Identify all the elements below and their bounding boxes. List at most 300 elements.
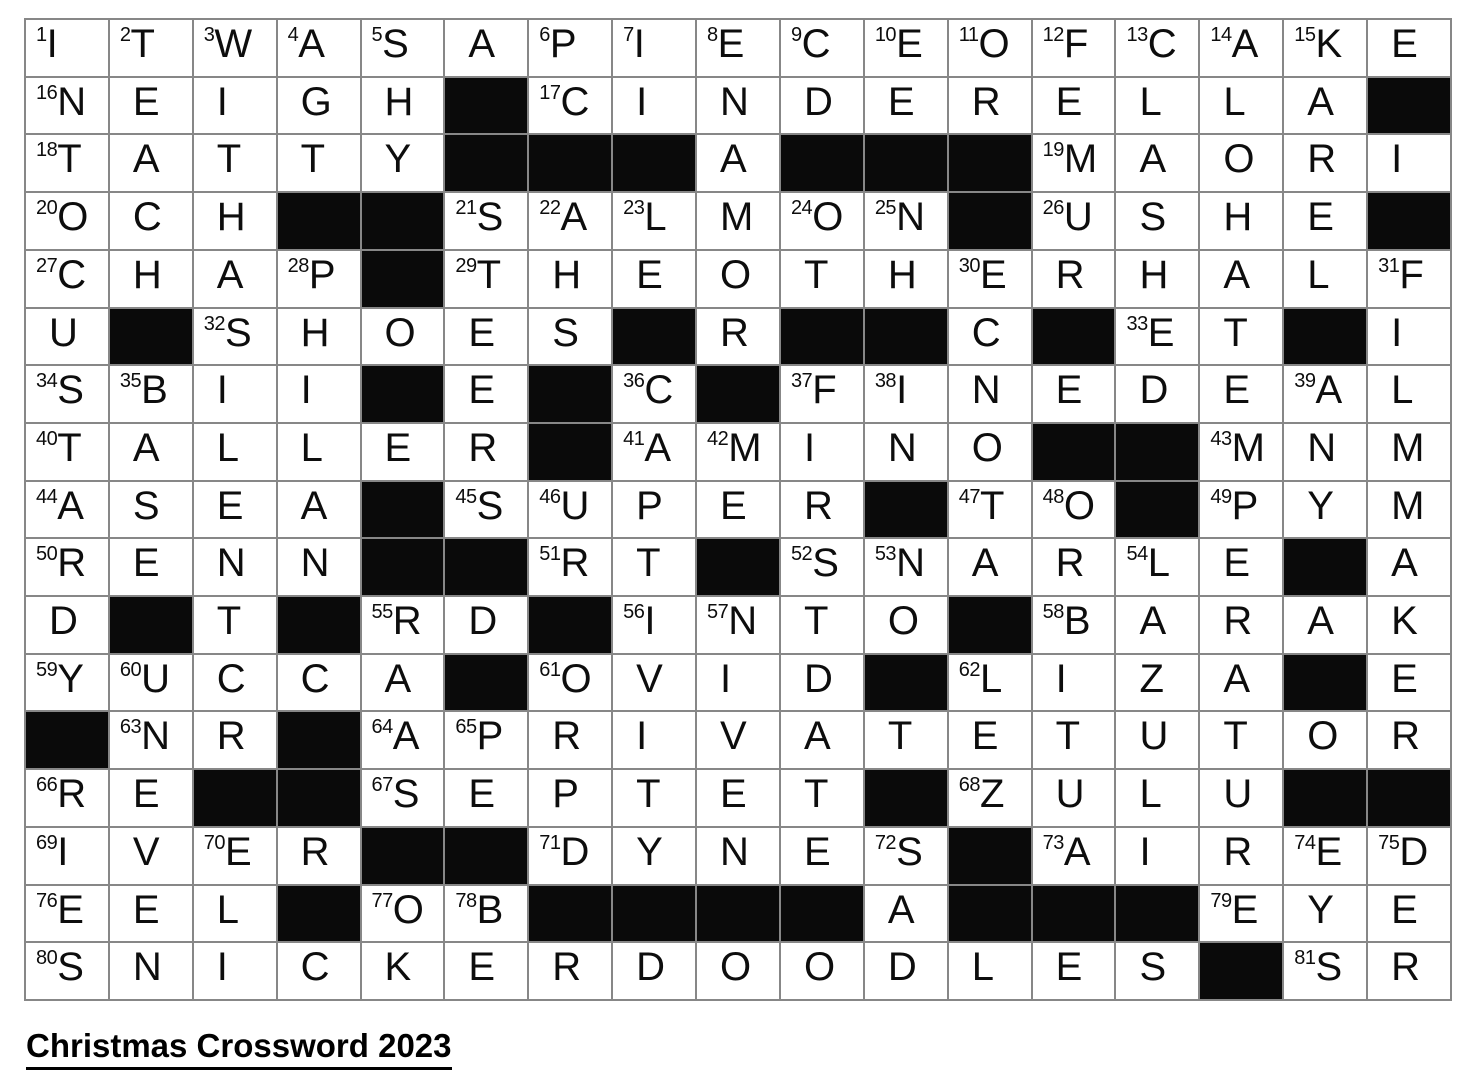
grid-cell[interactable]	[194, 366, 276, 422]
grid-cell[interactable]	[613, 78, 695, 134]
grid-cell[interactable]	[613, 366, 695, 422]
grid-cell[interactable]	[445, 482, 527, 538]
grid-cell[interactable]	[1116, 943, 1198, 999]
grid-cell[interactable]	[1116, 193, 1198, 249]
grid-cell[interactable]	[865, 943, 947, 999]
grid-cell[interactable]	[278, 135, 360, 191]
grid-cell[interactable]	[194, 597, 276, 653]
grid-cell[interactable]	[865, 597, 947, 653]
grid-cell[interactable]	[529, 20, 611, 76]
cell-letter: T	[887, 714, 913, 759]
grid-cell[interactable]	[110, 135, 192, 191]
grid-cell[interactable]	[110, 366, 192, 422]
grid-cell[interactable]	[26, 943, 108, 999]
grid-cell[interactable]	[865, 424, 947, 480]
grid-cell[interactable]	[949, 20, 1031, 76]
grid-cell[interactable]	[278, 424, 360, 480]
grid-cell[interactable]	[26, 135, 108, 191]
grid-cell[interactable]	[1200, 886, 1282, 942]
grid-cell[interactable]	[194, 655, 276, 711]
grid-cell[interactable]	[1284, 828, 1366, 884]
grid-cell[interactable]	[1368, 482, 1450, 538]
grid-cell[interactable]	[1033, 943, 1115, 999]
grid-cell[interactable]	[529, 78, 611, 134]
clue-number: 68	[958, 774, 980, 797]
cell-letter: Z	[979, 772, 1005, 817]
grid-cell[interactable]	[1200, 366, 1282, 422]
grid-cell[interactable]	[26, 366, 108, 422]
clue-number: 73	[1042, 831, 1064, 854]
cell-letter: G	[300, 79, 332, 124]
grid-cell[interactable]	[949, 482, 1031, 538]
grid-cell[interactable]	[949, 424, 1031, 480]
grid-cell[interactable]	[1368, 309, 1450, 365]
grid-cell[interactable]	[865, 251, 947, 307]
clue-number: 23	[623, 197, 645, 220]
cell-letter: L	[979, 656, 1003, 701]
cell-letter: L	[1147, 541, 1170, 586]
grid-cell[interactable]	[26, 251, 108, 307]
grid-cell[interactable]	[613, 655, 695, 711]
grid-cell[interactable]	[697, 655, 779, 711]
grid-cell[interactable]	[1200, 135, 1282, 191]
grid-cell[interactable]	[1116, 78, 1198, 134]
grid-cell[interactable]	[110, 251, 192, 307]
grid-cell[interactable]	[781, 251, 863, 307]
grid-cell[interactable]	[781, 482, 863, 538]
grid-cell[interactable]	[1284, 251, 1366, 307]
cell-letter: R	[1391, 714, 1420, 759]
cell-letter: R	[552, 714, 582, 759]
grid-cell[interactable]	[362, 424, 444, 480]
grid-cell[interactable]	[1284, 482, 1366, 538]
grid-cell[interactable]	[194, 20, 276, 76]
grid-cell[interactable]	[697, 482, 779, 538]
grid-cell[interactable]	[362, 886, 444, 942]
grid-cell[interactable]	[110, 539, 192, 595]
grid-cell[interactable]	[278, 539, 360, 595]
grid-cell[interactable]	[613, 828, 695, 884]
grid-cell[interactable]	[1200, 78, 1282, 134]
black-cell	[1284, 539, 1366, 595]
grid-cell[interactable]	[1116, 251, 1198, 307]
clue-number: 44	[36, 485, 58, 508]
grid-cell[interactable]	[865, 20, 947, 76]
grid-cell[interactable]	[194, 251, 276, 307]
grid-cell[interactable]	[110, 770, 192, 826]
grid-cell[interactable]	[1033, 655, 1115, 711]
grid-cell[interactable]	[781, 424, 863, 480]
grid-cell[interactable]	[1116, 712, 1198, 768]
grid-cell[interactable]	[1368, 424, 1450, 480]
grid-cell[interactable]	[26, 193, 108, 249]
cell-letter: H	[552, 252, 582, 297]
grid-cell[interactable]	[26, 886, 108, 942]
grid-cell[interactable]	[194, 943, 276, 999]
grid-cell[interactable]	[865, 366, 947, 422]
cell-letter: L	[216, 887, 239, 932]
grid-cell[interactable]	[445, 597, 527, 653]
cell-letter: O	[1063, 483, 1095, 528]
grid-cell[interactable]	[26, 655, 108, 711]
grid-cell[interactable]	[445, 366, 527, 422]
clue-number: 50	[36, 543, 58, 566]
grid-cell[interactable]	[445, 424, 527, 480]
clue-number: 49	[1210, 485, 1232, 508]
grid-cell[interactable]	[194, 828, 276, 884]
black-cell	[445, 828, 527, 884]
grid-cell[interactable]	[26, 20, 108, 76]
grid-cell[interactable]	[445, 712, 527, 768]
cell-letter: I	[57, 829, 69, 874]
black-cell	[194, 770, 276, 826]
grid-cell[interactable]	[362, 309, 444, 365]
grid-cell[interactable]	[194, 135, 276, 191]
grid-cell[interactable]	[697, 712, 779, 768]
black-cell	[362, 482, 444, 538]
grid-cell[interactable]	[697, 135, 779, 191]
grid-cell[interactable]	[194, 886, 276, 942]
grid-cell[interactable]	[1200, 597, 1282, 653]
grid-cell[interactable]	[1116, 309, 1198, 365]
grid-cell[interactable]	[1033, 251, 1115, 307]
grid-cell[interactable]	[110, 193, 192, 249]
grid-cell[interactable]	[781, 828, 863, 884]
grid-cell[interactable]	[1368, 943, 1450, 999]
grid-cell[interactable]	[278, 828, 360, 884]
grid-cell[interactable]	[949, 251, 1031, 307]
grid-cell[interactable]	[1368, 828, 1450, 884]
grid-cell[interactable]	[1033, 78, 1115, 134]
grid-cell[interactable]	[1200, 828, 1282, 884]
grid-cell[interactable]	[1116, 366, 1198, 422]
grid-cell[interactable]	[781, 655, 863, 711]
grid-cell[interactable]	[1368, 539, 1450, 595]
clue-number: 48	[1042, 485, 1064, 508]
cell-letter: O	[392, 887, 424, 932]
grid-cell[interactable]	[949, 309, 1031, 365]
grid-cell[interactable]	[194, 309, 276, 365]
grid-cell[interactable]	[1284, 193, 1366, 249]
grid-cell[interactable]	[194, 193, 276, 249]
grid-cell[interactable]	[110, 424, 192, 480]
grid-cell[interactable]	[1284, 20, 1366, 76]
cell-letter: C	[971, 310, 1001, 355]
grid-cell[interactable]	[1200, 712, 1282, 768]
grid-cell[interactable]	[697, 828, 779, 884]
grid-cell[interactable]	[529, 309, 611, 365]
grid-cell[interactable]	[1368, 655, 1450, 711]
grid-cell[interactable]	[362, 770, 444, 826]
grid-cell[interactable]	[1033, 482, 1115, 538]
cell-letter: U	[49, 310, 78, 355]
grid-cell[interactable]	[1368, 251, 1450, 307]
grid-cell[interactable]	[697, 78, 779, 134]
grid-cell[interactable]	[110, 828, 192, 884]
clue-number: 8	[707, 24, 718, 46]
grid-cell[interactable]	[110, 712, 192, 768]
black-cell	[865, 309, 947, 365]
grid-cell[interactable]	[781, 20, 863, 76]
grid-cell[interactable]	[865, 712, 947, 768]
grid-cell[interactable]	[697, 424, 779, 480]
grid-cell[interactable]	[194, 712, 276, 768]
grid-cell[interactable]	[1284, 424, 1366, 480]
grid-cell[interactable]	[445, 251, 527, 307]
cell-letter: E	[225, 829, 252, 874]
grid-cell[interactable]	[1284, 135, 1366, 191]
grid-cell[interactable]	[1200, 539, 1282, 595]
cell-letter: O	[57, 195, 89, 240]
cell-letter: O	[887, 599, 919, 644]
grid-cell[interactable]	[865, 193, 947, 249]
grid-cell[interactable]	[613, 251, 695, 307]
grid-cell[interactable]	[1033, 135, 1115, 191]
grid-cell[interactable]	[1033, 539, 1115, 595]
grid-cell[interactable]	[1033, 712, 1115, 768]
puzzle-title: Christmas Crossword 2023	[26, 1028, 452, 1070]
grid-cell[interactable]	[1116, 770, 1198, 826]
grid-cell[interactable]	[362, 135, 444, 191]
grid-cell[interactable]	[1033, 597, 1115, 653]
grid-cell[interactable]	[1116, 655, 1198, 711]
grid-cell[interactable]	[26, 78, 108, 134]
cell-letter: E	[1147, 310, 1175, 355]
grid-cell[interactable]	[1200, 309, 1282, 365]
grid-cell[interactable]	[362, 78, 444, 134]
grid-cell[interactable]	[529, 539, 611, 595]
grid-cell[interactable]	[949, 770, 1031, 826]
grid-cell[interactable]	[110, 655, 192, 711]
grid-cell[interactable]	[278, 366, 360, 422]
grid-cell[interactable]	[949, 78, 1031, 134]
grid-cell[interactable]	[26, 770, 108, 826]
cell-letter: D	[49, 599, 78, 644]
grid-cell[interactable]	[1116, 539, 1198, 595]
cell-letter: N	[1307, 425, 1337, 470]
grid-cell[interactable]	[278, 943, 360, 999]
grid-cell[interactable]	[278, 20, 360, 76]
grid-cell[interactable]	[613, 770, 695, 826]
black-cell	[949, 597, 1031, 653]
grid-cell[interactable]	[529, 828, 611, 884]
cell-letter: Y	[57, 656, 84, 701]
grid-cell[interactable]	[1284, 597, 1366, 653]
grid-cell[interactable]	[194, 482, 276, 538]
grid-cell[interactable]	[1284, 712, 1366, 768]
clue-number: 4	[287, 24, 299, 46]
grid-cell[interactable]	[110, 943, 192, 999]
grid-cell[interactable]	[1033, 20, 1115, 76]
cell-letter: A	[720, 137, 747, 182]
cell-letter: H	[384, 79, 414, 124]
grid-cell[interactable]	[697, 770, 779, 826]
grid-cell[interactable]	[1033, 193, 1115, 249]
grid-cell[interactable]	[26, 539, 108, 595]
grid-cell[interactable]	[613, 943, 695, 999]
clue-number: 25	[874, 197, 897, 220]
grid-cell[interactable]	[278, 655, 360, 711]
grid-cell[interactable]	[278, 251, 360, 307]
cell-letter: H	[300, 310, 330, 355]
grid-cell[interactable]	[781, 943, 863, 999]
grid-cell[interactable]	[781, 193, 863, 249]
cell-letter: N	[57, 79, 87, 124]
cell-letter: T	[979, 483, 1005, 528]
grid-cell[interactable]	[697, 251, 779, 307]
grid-cell[interactable]	[110, 78, 192, 134]
grid-cell[interactable]	[781, 78, 863, 134]
grid-cell[interactable]	[613, 20, 695, 76]
grid-cell[interactable]	[529, 712, 611, 768]
cell-letter: I	[1055, 656, 1067, 701]
grid-cell[interactable]	[781, 597, 863, 653]
cell-letter: E	[1055, 945, 1083, 990]
grid-cell[interactable]	[110, 20, 192, 76]
grid-cell[interactable]	[362, 943, 444, 999]
grid-cell[interactable]	[1033, 828, 1115, 884]
grid-cell[interactable]	[529, 655, 611, 711]
grid-cell[interactable]	[1116, 20, 1198, 76]
grid-cell[interactable]	[26, 828, 108, 884]
grid-cell[interactable]	[194, 78, 276, 134]
cell-letter: A	[300, 483, 328, 528]
grid-cell[interactable]	[1200, 193, 1282, 249]
grid-cell[interactable]	[110, 886, 192, 942]
grid-cell[interactable]	[1033, 770, 1115, 826]
grid-cell[interactable]	[1200, 655, 1282, 711]
grid-cell[interactable]	[26, 309, 108, 365]
grid-cell[interactable]	[1200, 424, 1282, 480]
black-cell	[613, 886, 695, 942]
grid-cell[interactable]	[697, 193, 779, 249]
cell-letter: P	[1231, 483, 1259, 528]
grid-cell[interactable]	[613, 482, 695, 538]
cell-letter: A	[132, 137, 160, 182]
grid-cell[interactable]	[278, 78, 360, 134]
grid-cell[interactable]	[1284, 366, 1366, 422]
grid-cell[interactable]	[362, 655, 444, 711]
grid-cell[interactable]	[1368, 597, 1450, 653]
grid-cell[interactable]	[529, 193, 611, 249]
grid-cell[interactable]	[445, 193, 527, 249]
grid-cell[interactable]	[445, 770, 527, 826]
grid-cell[interactable]	[278, 482, 360, 538]
grid-cell[interactable]	[781, 770, 863, 826]
grid-cell[interactable]	[1368, 886, 1450, 942]
grid-cell[interactable]	[445, 943, 527, 999]
grid-cell[interactable]	[194, 424, 276, 480]
grid-cell[interactable]	[1284, 886, 1366, 942]
cell-letter: M	[1063, 137, 1098, 182]
grid-cell[interactable]	[529, 251, 611, 307]
grid-cell[interactable]	[949, 712, 1031, 768]
grid-cell[interactable]	[362, 597, 444, 653]
grid-cell[interactable]	[613, 597, 695, 653]
grid-cell[interactable]	[110, 482, 192, 538]
grid-cell[interactable]	[697, 943, 779, 999]
grid-cell[interactable]	[697, 20, 779, 76]
grid-cell[interactable]	[1200, 482, 1282, 538]
cell-letter: E	[720, 483, 747, 528]
grid-cell[interactable]	[949, 655, 1031, 711]
grid-cell[interactable]	[865, 828, 947, 884]
grid-cell[interactable]	[1284, 943, 1366, 999]
cell-letter: E	[717, 22, 745, 66]
grid-cell[interactable]	[697, 597, 779, 653]
grid-cell[interactable]	[865, 78, 947, 134]
grid-cell[interactable]	[613, 424, 695, 480]
grid-cell[interactable]	[613, 193, 695, 249]
grid-cell[interactable]	[529, 482, 611, 538]
grid-cell[interactable]	[445, 886, 527, 942]
grid-cell[interactable]	[362, 712, 444, 768]
grid-cell[interactable]	[949, 539, 1031, 595]
cell-letter: R	[971, 79, 1001, 124]
grid-cell[interactable]	[1368, 366, 1450, 422]
grid-cell[interactable]	[781, 539, 863, 595]
cell-letter: T	[803, 252, 829, 297]
grid-cell[interactable]	[529, 943, 611, 999]
cell-letter: T	[636, 772, 661, 817]
grid-cell[interactable]	[1116, 135, 1198, 191]
grid-cell[interactable]	[949, 366, 1031, 422]
grid-cell[interactable]	[1116, 597, 1198, 653]
black-cell	[1033, 424, 1115, 480]
black-cell	[865, 770, 947, 826]
cell-letter: A	[392, 714, 420, 759]
cell-letter: T	[803, 599, 829, 644]
grid-cell[interactable]	[1200, 20, 1282, 76]
cell-letter: W	[214, 22, 253, 66]
grid-cell[interactable]	[26, 424, 108, 480]
grid-cell[interactable]	[1116, 828, 1198, 884]
grid-cell[interactable]	[26, 597, 108, 653]
grid-cell[interactable]	[445, 309, 527, 365]
grid-cell[interactable]	[26, 482, 108, 538]
grid-cell[interactable]	[1033, 366, 1115, 422]
clue-number: 14	[1210, 24, 1232, 46]
grid-cell[interactable]	[445, 20, 527, 76]
grid-cell[interactable]	[1368, 135, 1450, 191]
cell-letter: E	[468, 945, 496, 990]
grid-cell[interactable]	[278, 309, 360, 365]
grid-cell[interactable]	[194, 539, 276, 595]
grid-cell[interactable]	[1368, 712, 1450, 768]
grid-cell[interactable]	[1200, 251, 1282, 307]
cell-letter: F	[1399, 252, 1424, 297]
grid-cell[interactable]	[1368, 20, 1450, 76]
grid-cell[interactable]	[613, 712, 695, 768]
grid-cell[interactable]	[865, 886, 947, 942]
cell-letter: S	[476, 483, 504, 528]
cell-letter: N	[887, 425, 917, 470]
grid-cell[interactable]	[529, 770, 611, 826]
grid-cell[interactable]	[781, 366, 863, 422]
grid-cell[interactable]	[613, 539, 695, 595]
grid-cell[interactable]	[697, 309, 779, 365]
cell-letter: N	[720, 79, 749, 124]
grid-cell[interactable]	[949, 943, 1031, 999]
grid-cell[interactable]	[781, 712, 863, 768]
grid-cell[interactable]	[865, 539, 947, 595]
grid-cell[interactable]	[1200, 770, 1282, 826]
grid-cell[interactable]	[362, 20, 444, 76]
grid-cell[interactable]	[1284, 78, 1366, 134]
clue-number: 45	[455, 485, 477, 508]
cell-letter: D	[560, 829, 590, 874]
clue-number: 62	[958, 658, 980, 681]
